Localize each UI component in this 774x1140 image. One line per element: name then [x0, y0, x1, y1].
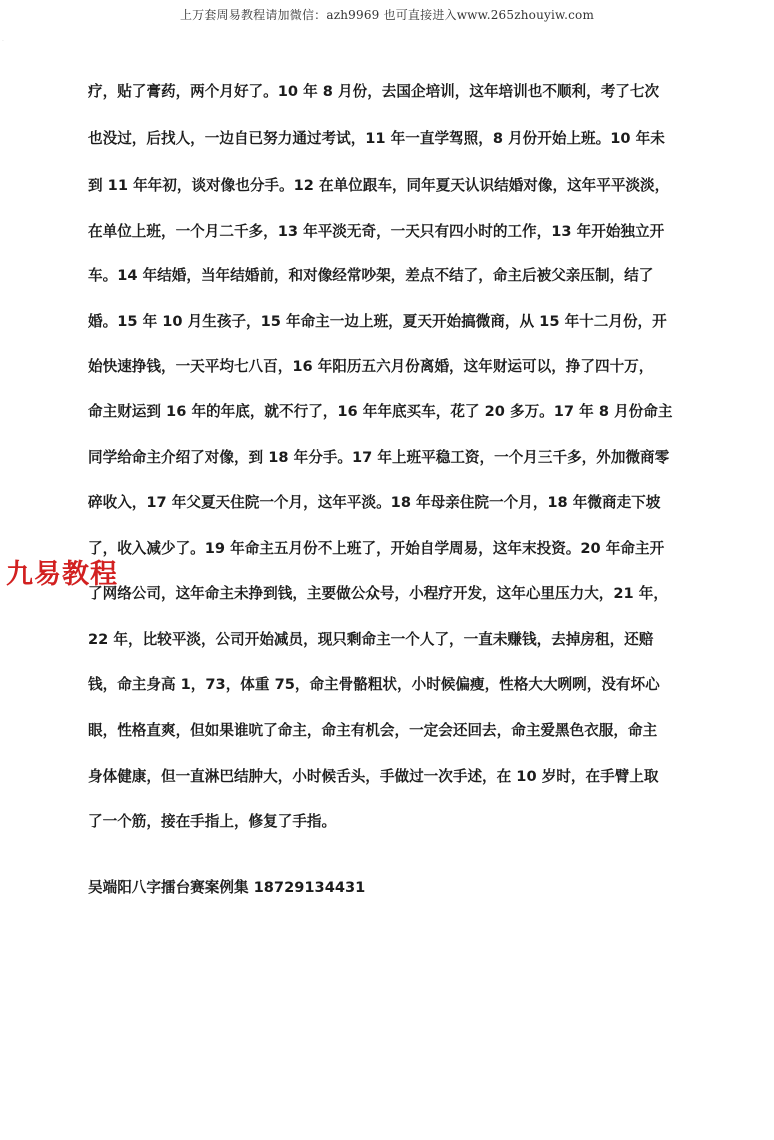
paragraph-line: 命主财运到 16 年的年底，就不行了，16 年年底买车，花了 20 多万。17 年 8 月份命主 — [88, 403, 673, 420]
footer-caption: 吴端阳八字擂台赛案例集 18729134431 — [88, 879, 366, 896]
paragraph-line: 钱，命主身高 1，73，体重 75，命主骨骼粗状，小时候偏瘦，性格大大咧咧，没有坏心 — [88, 676, 660, 693]
paragraph-line: 22 年，比较平淡，公司开始减员，现只剩命主一个人了，一直未赚钱，去掉房租，还赔 — [88, 631, 654, 648]
paragraph-line: 婚。15 年 10 月生孩子，15 年命主一边上班，夏天开始搞微商，从 15 年十二月份，开 — [88, 313, 667, 330]
paragraph-line: 疗，贴了膏药，两个月好了。10 年 8 月份，去国企培训，这年培训也不顺利，考了七次 — [88, 83, 660, 100]
scan-dot: · — [2, 38, 4, 45]
paragraph-line: 车。14 年结婚，当年结婚前，和对像经常吵架，差点不结了，命主后被父亲压制，结了 — [88, 267, 654, 284]
paragraph-line: 同学给命主介绍了对像，到 18 年分手。17 年上班平稳工资，一个月三千多，外加微商零 — [88, 449, 670, 466]
paragraph-line: 也没过，后找人，一边自已努力通过考试，11 年一直学驾照，8 月份开始上班。10 年未 — [88, 130, 665, 147]
paragraph-line: 碎收入，17 年父夏天住院一个月，这年平淡。18 年母亲住院一个月，18 年微商走下坡 — [88, 494, 661, 511]
paragraph-line: 始快速挣钱，一天平均七八百，16 年阳历五六月份离婚，这年财运可以，挣了四十万， — [88, 358, 654, 375]
paragraph-line: 身体健康，但一直淋巴结肿大，小时候舌头，手做过一次手述，在 10 岁时，在手臂上取 — [88, 768, 659, 785]
paragraph-line: 眼，性格直爽，但如果谁吭了命主，命主有机会，一定会还回去，命主爱黑色衣服，命主 — [88, 722, 658, 739]
page-header: 上万套周易教程请加微信：azh9969 也可直接进入www.265zhouyiw.com — [179, 8, 595, 22]
watermark-label: 九易教程 — [6, 559, 118, 590]
paragraph-line: 了，收入减少了。19 年命主五月份不上班了，开始自学周易，这年末投资。20 年命主开 — [88, 540, 665, 557]
paragraph-line: 到 11 年年初，谈对像也分手。12 在单位跟车，同年夏天认识结婚对像，这年平平淡淡， — [88, 177, 670, 194]
paragraph-line: 了网络公司，这年命主未挣到钱，主要做公众号，小程疗开发，这年心里压力大，21 年， — [88, 585, 668, 602]
paragraph-line: 了一个筋，接在手指上，修复了手指。 — [88, 813, 337, 830]
paragraph-line: 在单位上班，一个月二千多，13 年平淡无奇，一天只有四小时的工作，13 年开始独立开 — [88, 223, 665, 240]
